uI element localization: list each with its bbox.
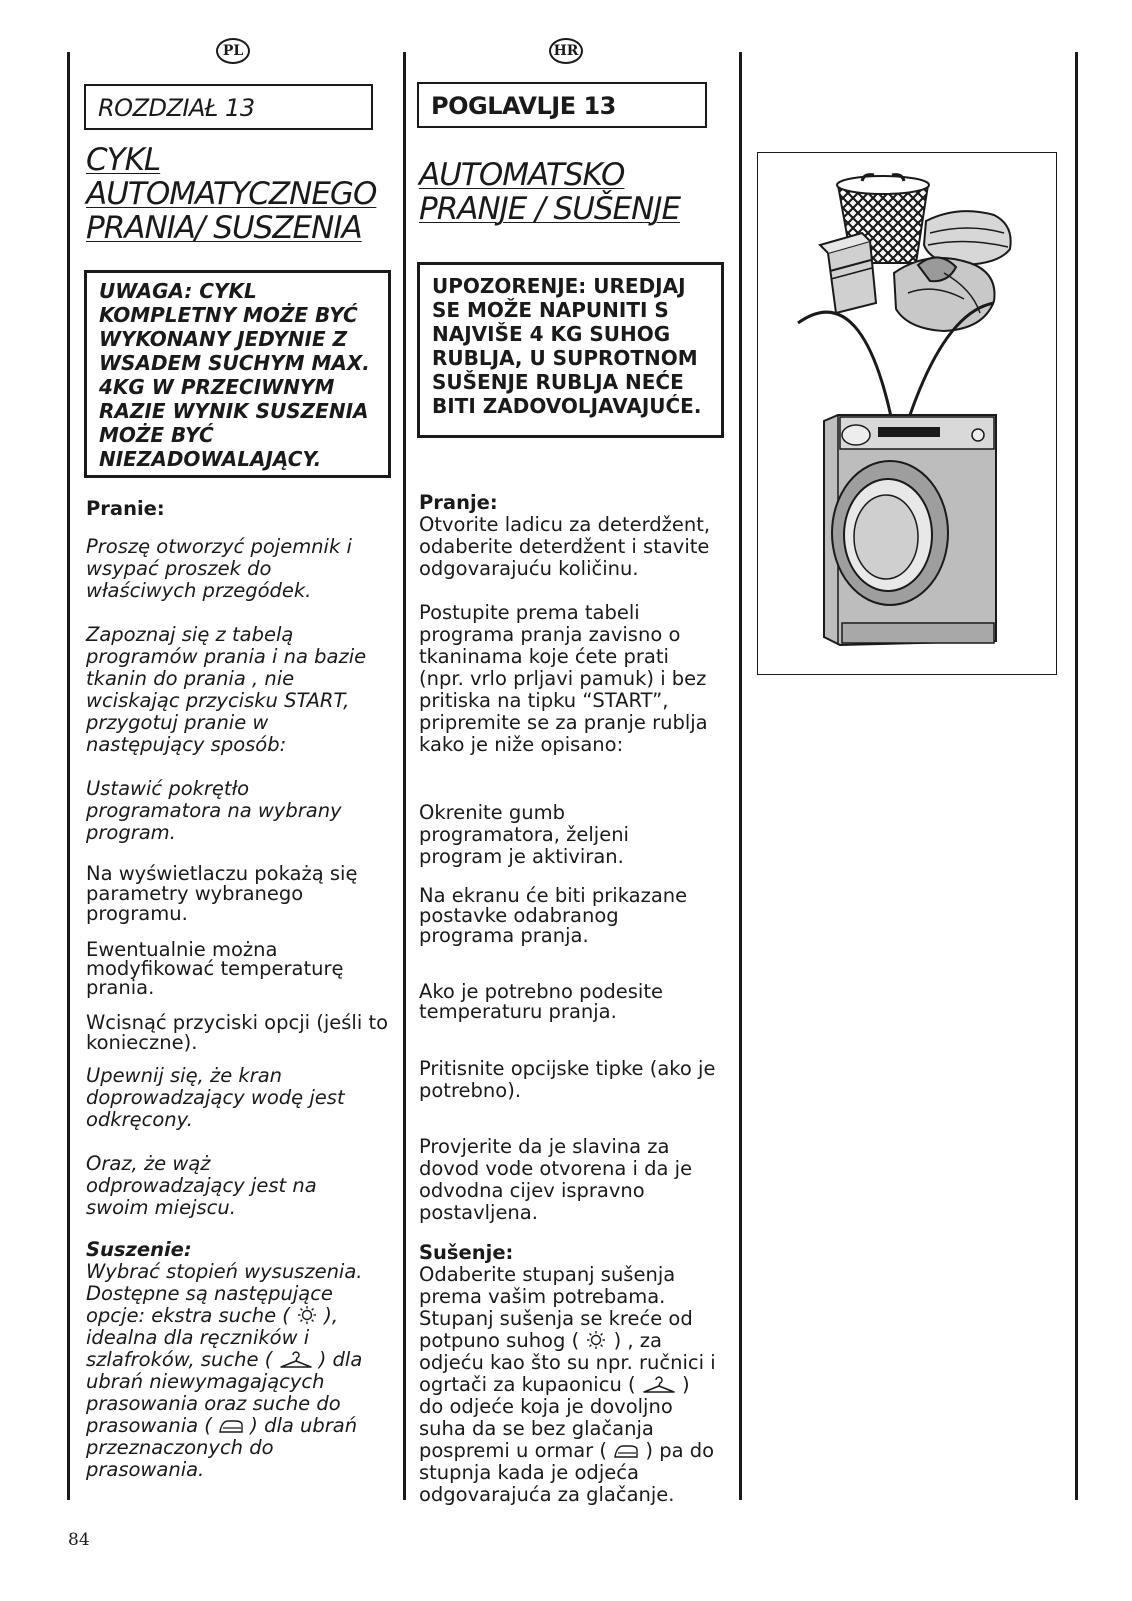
column-rule-right [739,52,742,1500]
language-badge-hr: HR [549,38,583,64]
warning-box-pl: UWAGA: CYKL KOMPLETNY MOŻE BYĆ WYKONANY JEDYNIE Z WSADEM SUCHYM MAX. 4KG W PRZECIWNYM RAZIE WYNIK SUSZENIA MOŻE BYĆ NIEZADOWALAJĄCY. [84,270,391,478]
dry-heading-hr: Sušenje: [419,1241,514,1264]
detergent-box [820,233,876,313]
language-badge-pl: PL [216,38,250,64]
column-rule-left [67,52,70,1500]
paragraph: Pritisnite opcijske tipke (ako je potrebno). [419,1057,716,1102]
paragraph: Ustawić pokrętło programatora na wybrany program. [86,777,342,844]
hanger-icon [279,1349,313,1369]
dry-heading-pl: Suszenie: [86,1238,192,1261]
paragraph: Ako je potrebno podesite temperaturu pranja. [419,980,663,1023]
paragraph: Wcisnąć przyciski opcji (jeśli to konieczne). [86,1011,389,1054]
warning-box-hr: UPOZORENJE: UREDJAJ SE MOŽE NAPUNITI S NAJVIŠE 4 KG SUHOG RUBLJA, U SUPROTNOM SUŠENJE RUBLJA NEĆE BITI ZADOVOLJAVAJUĆE. [417,262,724,438]
hanger-icon [642,1374,676,1394]
sun-icon [296,1305,318,1325]
paragraph: Postupite prema tabeli programa pranja zavisno o tkaninama koje ćete prati (npr. vrlo prljavi pamuk) i bez pritiska na tipku “START”, pripremite se za pranje rublja kako je niže opisano: [419,601,708,756]
paragraph: Otvorite ladicu za deterdžent, odaberite deterdžent i stavite odgovarajuću količinu. [419,513,711,580]
washing-machine [824,415,996,645]
paragraph: Provjerite da je slavina za dovod vode otvorena i da je odvodna cijev ispravno postavljena. [419,1135,693,1224]
iron-icon [218,1417,244,1435]
wash-heading-pl: Pranie: [86,497,165,520]
paragraph: Upewnij się, że kran doprowadzający wodę jest odkręcony. [86,1064,345,1131]
paragraph: Oraz, że wąż odprowadzający jest na swoim miejscu. [86,1152,317,1219]
iron-icon [613,1442,639,1460]
chapter-title-pl: ROZDZIAŁ 13 [84,84,373,130]
column-rule-edge [1075,52,1078,1500]
drying-paragraph-hr: Odaberite stupanj sušenja prema vašim potrebama. Stupanj sušenja se kreće od potpuno suhog ( ) , za odjeću kao što su npr. ručnici i ogrtači za kupaonicu ( ) do odjeće koja je dovoljno suha da se bez glačanja pospremi u ormar ( ) pa do stupnja kada je odjeća odgovarajuća za glačanje. [419,1263,716,1506]
page-number: 84 [68,1530,90,1550]
paragraph: Na ekranu će biti prikazane postavke odabranog programa pranja. [419,884,688,947]
washer-dryer-drawing [758,153,1056,674]
body-text-pl [86,498,396,1481]
chapter-title-hr: POGLAVLJE 13 [417,82,707,128]
clothes-pile [894,257,995,331]
paragraph: Na wyświetlaczu pokażą się parametry wybranego programu. [86,862,358,925]
laundry-illustration [757,152,1057,675]
drying-paragraph-pl: Wybrać stopień wysuszenia. Dostępne są następujące opcje: ekstra suche ( ), idealna dla ręczników i szlafroków, suche ( ) dla ubrań niewymagających prasowania oraz suche do prasowania ( ) dla ubrań przeznaczonych do prasowania. [86,1260,363,1481]
section-heading-pl: CYKL AUTOMATYCZNEGO PRANIA/ SUSZENIA [86,142,377,246]
sun-icon [585,1330,607,1350]
paragraph: Okrenite gumb programatora, željeni program je aktiviran. [419,801,629,868]
column-rule-mid [403,52,406,1500]
paragraph: Proszę otworzyć pojemnik i wsypać proszek do właściwych przegódek. [86,535,352,602]
body-text-hr [419,492,737,1506]
paragraph: Zapoznaj się z tabelą programów prania i na bazie tkanin do prania , nie wciskając przycisku START, przygotuj pranie w następujący sposób: [86,623,367,756]
wash-heading-hr: Pranje: [419,491,498,514]
paragraph: Ewentualnie można modyfikować temperaturę prania. [86,938,344,999]
section-heading-hr: AUTOMATSKO PRANJE / SUŠENJE [419,157,681,227]
